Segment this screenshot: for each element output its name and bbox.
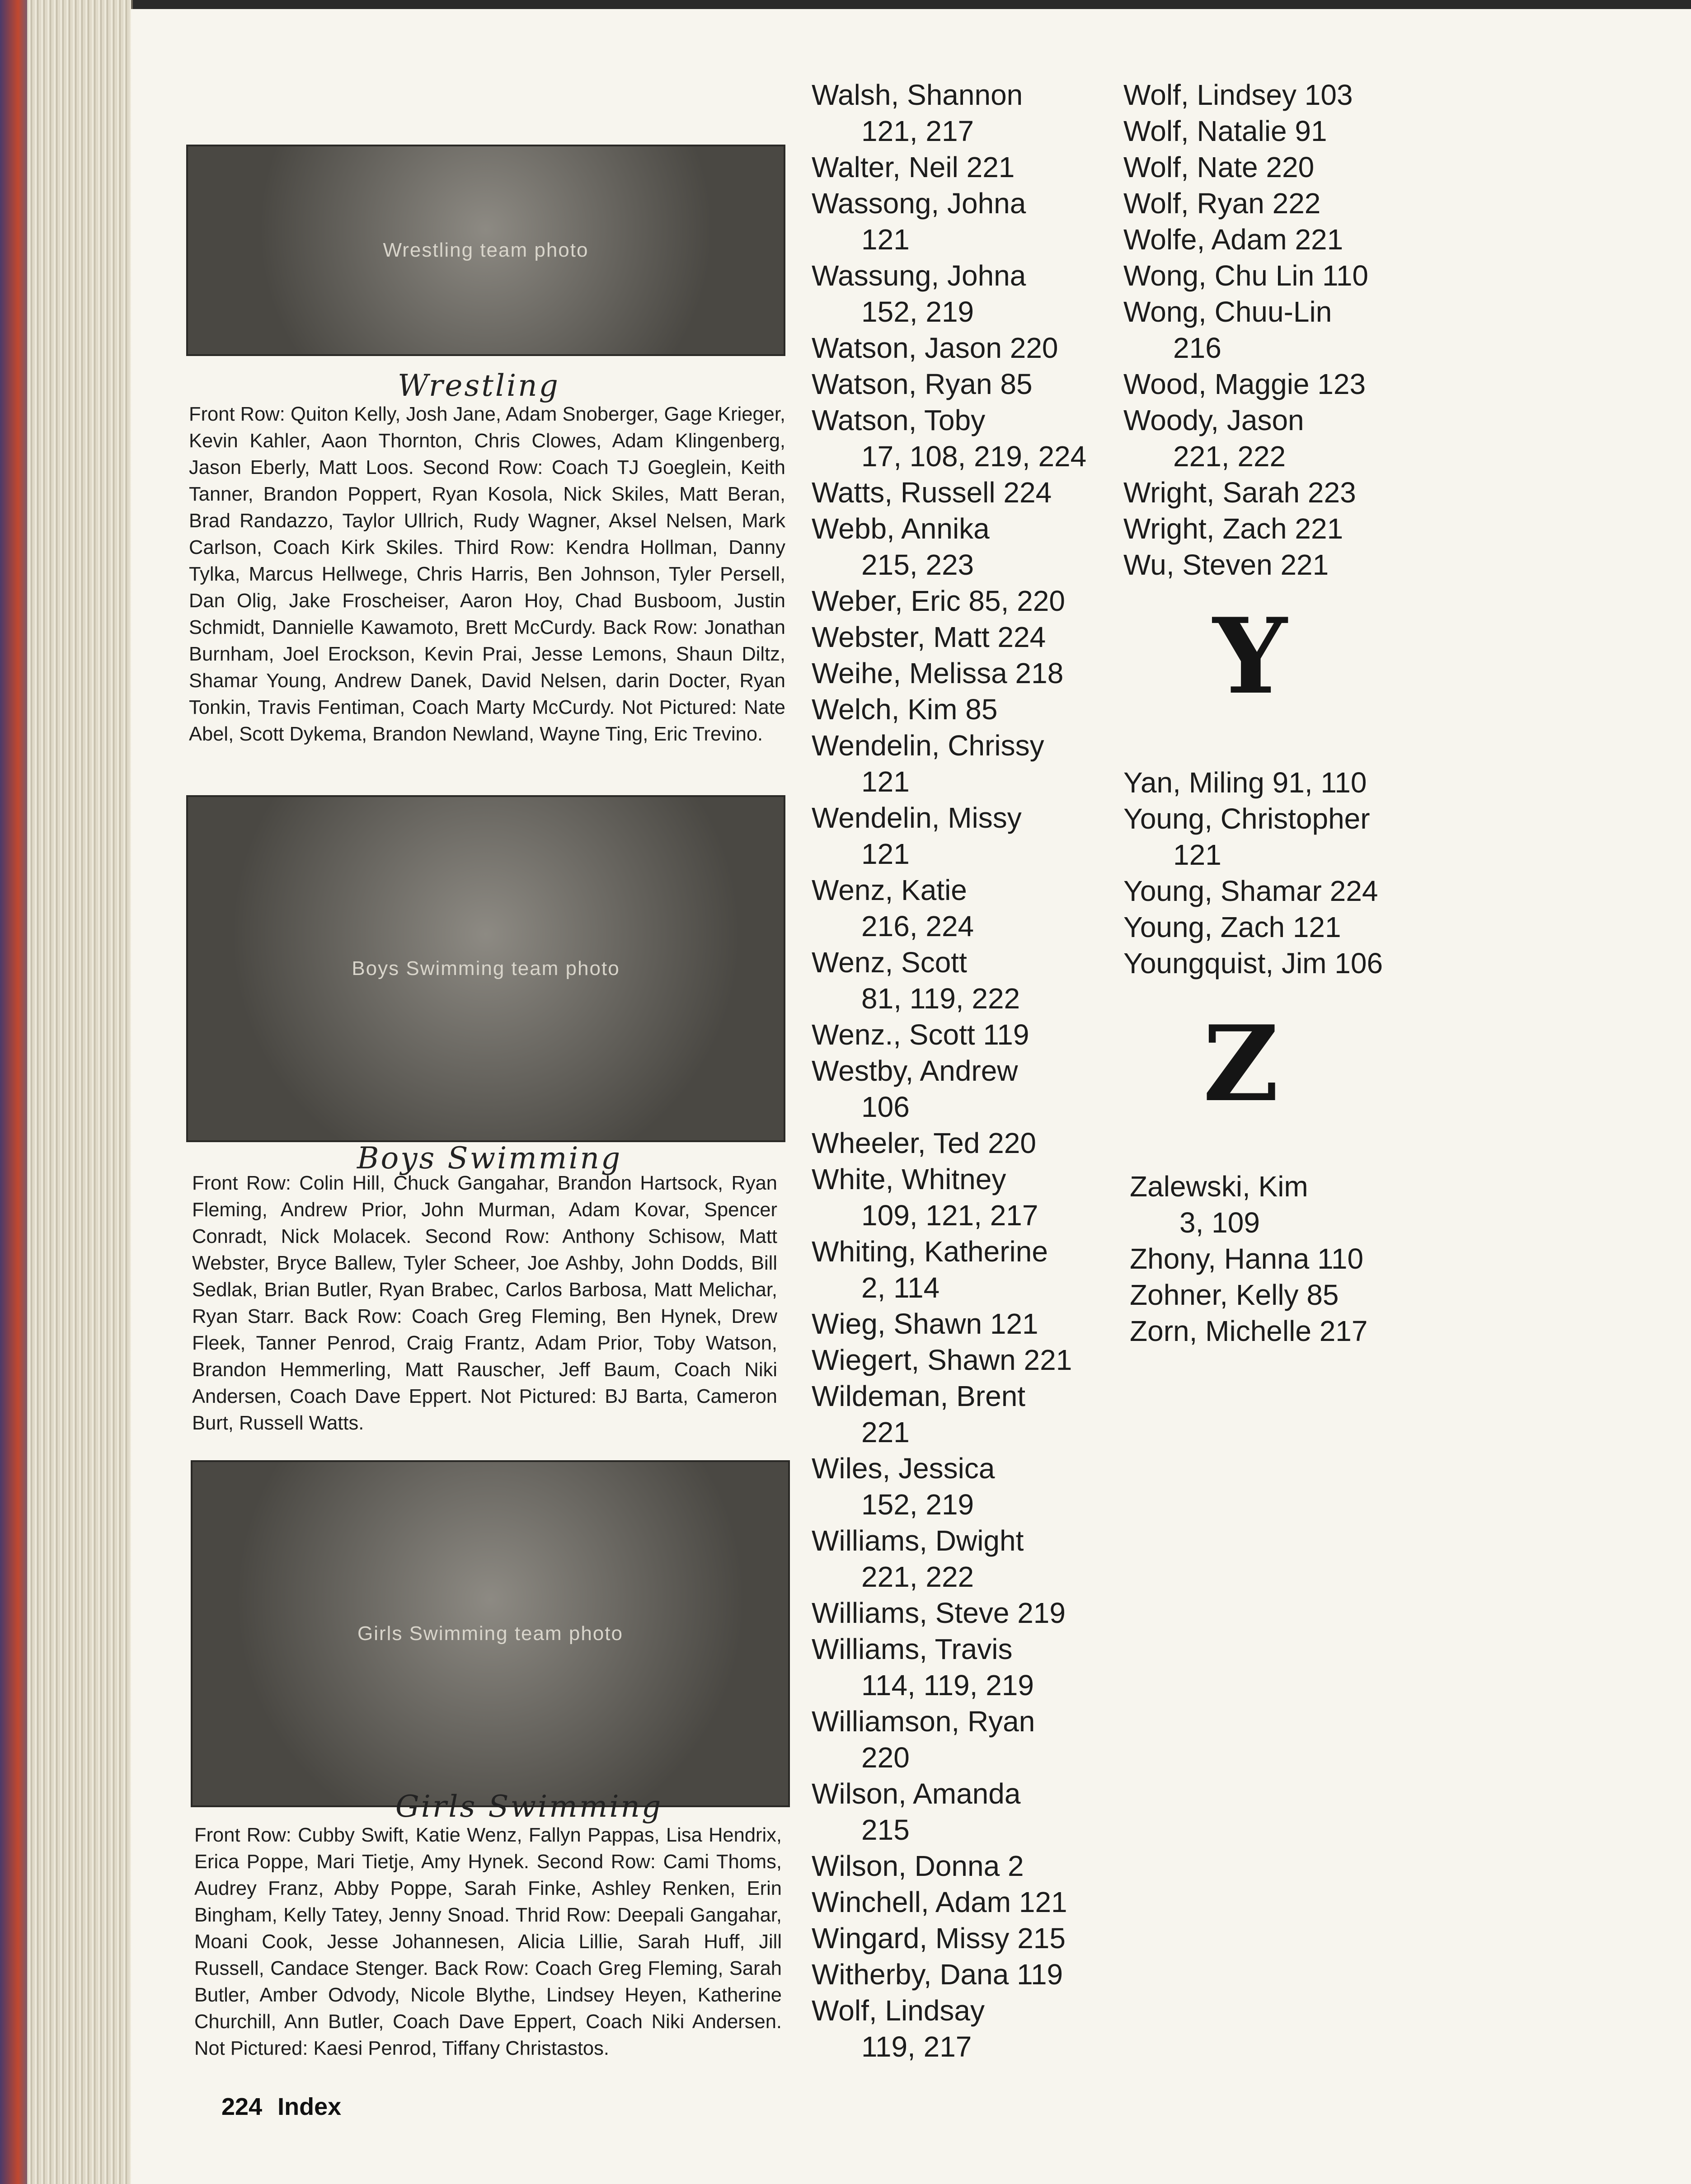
girls-swimming-team-photo (191, 1460, 790, 1807)
index-entry-name: Watson, Jason 220 (812, 332, 1058, 364)
index-entry-name: Wenz, Katie (812, 874, 967, 906)
index-entry-name: Westby, Andrew (812, 1055, 1018, 1087)
index-column-1 (812, 77, 1110, 2065)
index-entry-pages: 215, 223 (861, 548, 974, 581)
index-entry (812, 1233, 1110, 1306)
index-column-2-y (1123, 764, 1413, 981)
index-entry (812, 474, 1110, 511)
yearbook-page (131, 9, 1691, 2184)
index-entry-pages: 221 (861, 1416, 910, 1448)
index-entry (812, 77, 1110, 149)
index-entry-name: Yan, Miling 91, 110 (1123, 766, 1367, 799)
index-entry-pages: 152, 219 (861, 295, 974, 328)
index-entry-pages: 109, 121, 217 (861, 1199, 1038, 1232)
index-entry (812, 800, 1110, 872)
girls-swimming-heading: Girls Swimming (395, 1789, 663, 1824)
index-entry-name: Wilson, Amanda (812, 1777, 1021, 1810)
index-entry (1123, 77, 1413, 113)
wrestling-heading: Wrestling (398, 368, 560, 403)
index-entry (812, 185, 1110, 258)
index-entry (812, 330, 1110, 366)
index-entry-pages: 121 (861, 765, 910, 798)
index-entry (812, 944, 1110, 1017)
index-entry-name: Witherby, Dana 119 (812, 1958, 1063, 1991)
index-entry-name: Wolf, Lindsey 103 (1123, 79, 1353, 111)
index-entry (1123, 185, 1413, 221)
index-entry-pages: 121 (1173, 839, 1221, 871)
index-entry-name: Webb, Annika (812, 512, 990, 545)
index-entry-pages: 121 (861, 838, 910, 870)
index-entry (812, 1595, 1110, 1631)
index-entry (812, 402, 1110, 474)
index-entry (812, 1378, 1110, 1450)
index-entry-name: Wiles, Jessica (812, 1452, 995, 1485)
wrestling-caption: Front Row: Quiton Kelly, Josh Jane, Adam Snoberger, Gage Krieger, Kevin Kahler, Aaon Thornton, Chris Clowes, Adam Klingenberg, Jason Eberly, Matt Loos. Second Row: Coach TJ Goeglein, Keith Tanner, Brandon Poppert, Ryan Kosola, Nick Skiles, Matt Beran, Brad Randazzo, Taylor Ullrich, Rudy Wagner, Aksel Nelsen, Mark Carlson, Coach Kirk Skiles. Third Row: Kendra Hollman, Danny Tylka, Marcus Hellwege, Chris Harris, Ben Johnson, Tyler Persell, Dan Olig, Jake Froscheiser, Aaron Hoy, Chad Busboom, Justin Schmidt, Dannielle Kawamoto, Brett McCurdy. Back Row: Jonathan Burnham, Joel Erockson, Kevin Prai, Jesse Lemons, Shaun Diltz, Shamar Young, Andrew Danek, David Nelsen, darin Docter, Ryan Tonkin, Travis Fentiman, Coach Marty McCurdy. Not Pictured: Nate Abel, Scott Dykema, Brandon Newland, Wayne Ting, Eric Trevino. (189, 403, 785, 745)
index-entry (1123, 474, 1413, 511)
index-entry-pages: 106 (861, 1091, 910, 1123)
index-entry-name: Wolf, Natalie 91 (1123, 115, 1327, 147)
index-entry (812, 366, 1110, 402)
index-entry (1130, 1313, 1419, 1349)
index-entry-name: Zalewski, Kim (1130, 1170, 1308, 1203)
index-entry-name: Watts, Russell 224 (812, 476, 1052, 509)
index-entry (1123, 221, 1413, 258)
section-letter-z: Z (1203, 1003, 1279, 1125)
index-entry-name: Watson, Toby (812, 404, 986, 436)
index-entry-name: Walter, Neil 221 (812, 151, 1015, 183)
index-entry-name: Williamson, Ryan (812, 1705, 1035, 1738)
index-entry (812, 691, 1110, 727)
index-entry-name: Wiegert, Shawn 221 (812, 1344, 1072, 1376)
index-entry (1123, 945, 1413, 981)
index-entry (812, 1053, 1110, 1125)
index-entry-name: Zohner, Kelly 85 (1130, 1279, 1339, 1311)
index-entry-name: Wu, Steven 221 (1123, 548, 1329, 581)
index-entry-name: Youngquist, Jim 106 (1123, 947, 1383, 980)
index-entry-name: Woody, Jason (1123, 404, 1304, 436)
index-entry-pages: 216 (1173, 332, 1221, 364)
index-entry-pages: 215 (861, 1814, 910, 1846)
index-entry-name: Weber, Eric 85, 220 (812, 585, 1065, 617)
index-entry (1123, 801, 1413, 873)
index-entry-name: Wassung, Johna (812, 259, 1026, 292)
index-entry-pages: 17, 108, 219, 224 (861, 440, 1087, 473)
index-entry (812, 1631, 1110, 1703)
index-entry (812, 511, 1110, 583)
index-entry (1123, 294, 1413, 366)
index-entry (1123, 149, 1413, 185)
index-entry-name: Wenz., Scott 119 (812, 1018, 1029, 1051)
index-entry (1123, 258, 1413, 294)
index-entry-pages: 121, 217 (861, 115, 974, 147)
index-entry-name: Watson, Ryan 85 (812, 368, 1033, 400)
index-entry-name: Wieg, Shawn 121 (812, 1308, 1038, 1340)
index-entry (1123, 402, 1413, 474)
index-entry-name: Williams, Dwight (812, 1524, 1024, 1557)
index-entry (812, 1884, 1110, 1920)
index-entry-name: Whiting, Katherine (812, 1235, 1048, 1268)
index-entry-name: Wassong, Johna (812, 187, 1026, 220)
page-footer (221, 2093, 357, 2121)
boys-swimming-heading: Boys Swimming (357, 1141, 622, 1176)
index-entry-pages: 216, 224 (861, 910, 974, 942)
index-entry-name: Walsh, Shannon (812, 79, 1023, 111)
index-entry (1130, 1277, 1419, 1313)
index-entry-name: Wendelin, Chrissy (812, 729, 1044, 762)
girls-swimming-caption: Front Row: Cubby Swift, Katie Wenz, Fallyn Pappas, Lisa Hendrix, Erica Poppe, Mari Tietje, Amy Hynek. Second Row: Cami Thoms, Audrey Franz, Abby Poppe, Sarah Finke, Ashley Renken, Erin Bingham, Kelly Tatey, Jenny Snoad. Thrid Row: Deepali Gangahar, Moani Cook, Jesse Johannesen, Alicia Lillie, Sarah Huff, Jill Russell, Candace Stenger. Back Row: Coach Greg Fleming, Sarah Butler, Amber Odvody, Nicole Blythe, Lindsey Heyen, Katherine Churchill, Ann Butler, Coach Dave Eppert, Coach Niki Andersen. Not Pictured: Kaesi Penrod, Tiffany Christastos. (194, 1824, 782, 2059)
index-entry-name: Wilson, Donna 2 (812, 1850, 1024, 1882)
index-entry-name: Zhony, Hanna 110 (1130, 1242, 1364, 1275)
index-entry (812, 1992, 1110, 2065)
index-entry-name: Wong, Chuu-Lin (1123, 295, 1332, 328)
index-entry-name: Zorn, Michelle 217 (1130, 1315, 1368, 1347)
index-entry-name: Winchell, Adam 121 (812, 1886, 1067, 1918)
index-entry-name: Wood, Maggie 123 (1123, 368, 1366, 400)
index-entry (812, 258, 1110, 330)
index-entry (812, 1703, 1110, 1776)
photo-placeholder-label: Boys Swimming team photo (352, 957, 620, 980)
index-entry (812, 1523, 1110, 1595)
index-entry-name: Wendelin, Missy (812, 801, 1022, 834)
section-name: Index (277, 2093, 342, 2120)
photo-placeholder-label: Girls Swimming team photo (357, 1622, 623, 1645)
index-entry (812, 149, 1110, 185)
index-entry-name: Wheeler, Ted 220 (812, 1127, 1036, 1159)
wrestling-team-photo (186, 145, 785, 356)
page-number: 224 (221, 2093, 263, 2120)
index-entry-pages: 119, 217 (861, 2030, 972, 2063)
index-entry (812, 1125, 1110, 1161)
index-entry (1123, 547, 1413, 583)
index-entry-name: Williams, Steve 219 (812, 1597, 1066, 1629)
index-entry-pages: 3, 109 (1179, 1206, 1260, 1239)
index-entry-name: Welch, Kim 85 (812, 693, 998, 726)
index-column-2-w (1123, 77, 1413, 583)
index-entry-name: Young, Zach 121 (1123, 911, 1341, 943)
index-column-2-z (1130, 1168, 1419, 1349)
index-entry-pages: 2, 114 (861, 1271, 940, 1304)
boys-swimming-team-photo (186, 795, 785, 1142)
index-entry-name: Weihe, Melissa 218 (812, 657, 1064, 689)
index-entry (1130, 1168, 1419, 1241)
index-entry-name: Wolf, Nate 220 (1123, 151, 1315, 183)
index-entry-name: White, Whitney (812, 1163, 1006, 1195)
boys-swimming-caption: Front Row: Colin Hill, Chuck Gangahar, Brandon Hartsock, Ryan Fleming, Andrew Prior, John Murman, Adam Kovar, Spencer Conradt, Nick Molacek. Second Row: Anthony Schisow, Matt Webster, Bryce Ballew, Tyler Scheer, Joe Ashby, John Dodds, Bill Sedlak, Brian Butler, Ryan Brabec, Carlos Barbosa, Matt Melichar, Ryan Starr. Back Row: Coach Greg Fleming, Ben Hynek, Drew Fleek, Tanner Penrod, Craig Frantz, Adam Prior, Toby Watson, Brandon Hemmerling, Matt Rauscher, Jeff Baum, Coach Niki Andersen, Coach Dave Eppert. Not Pictured: BJ Barta, Cameron Burt, Russell Watts. (192, 1172, 777, 1434)
index-entry (1123, 873, 1413, 909)
index-entry (812, 1306, 1110, 1342)
index-entry (1123, 511, 1413, 547)
index-entry-name: Wolfe, Adam 221 (1123, 223, 1343, 256)
index-entry-pages: 121 (861, 223, 910, 256)
index-entry (1130, 1241, 1419, 1277)
index-entry (1123, 909, 1413, 945)
index-entry (1123, 113, 1413, 149)
index-entry-pages: 221, 222 (1173, 440, 1286, 473)
index-entry-name: Webster, Matt 224 (812, 621, 1046, 653)
index-entry-pages: 81, 119, 222 (861, 982, 1020, 1015)
photo-placeholder-label: Wrestling team photo (383, 239, 589, 261)
index-entry (812, 655, 1110, 691)
index-entry (1123, 764, 1413, 801)
index-entry-name: Wolf, Ryan 222 (1123, 187, 1321, 220)
index-entry (812, 1450, 1110, 1523)
index-entry (812, 1161, 1110, 1233)
index-entry (812, 1920, 1110, 1956)
index-entry-name: Wright, Zach 221 (1123, 512, 1343, 545)
index-entry (812, 583, 1110, 619)
index-entry (812, 1342, 1110, 1378)
index-entry-pages: 152, 219 (861, 1488, 974, 1521)
index-entry-name: Wenz, Scott (812, 946, 967, 979)
index-entry (812, 727, 1110, 800)
index-entry-pages: 114, 119, 219 (861, 1669, 1034, 1701)
index-entry (1123, 366, 1413, 402)
index-entry (812, 1776, 1110, 1848)
index-entry (812, 872, 1110, 944)
index-entry (812, 1017, 1110, 1053)
index-entry (812, 1956, 1110, 1992)
index-entry-name: Wolf, Lindsay (812, 1994, 985, 2027)
section-letter-y: Y (1213, 595, 1287, 717)
index-entry-name: Wingard, Missy 215 (812, 1922, 1066, 1954)
index-entry-name: Williams, Travis (812, 1633, 1013, 1665)
index-entry-name: Young, Christopher (1123, 802, 1370, 835)
index-entry-name: Young, Shamar 224 (1123, 875, 1378, 907)
index-entry-name: Wong, Chu Lin 110 (1123, 259, 1368, 292)
index-entry (812, 619, 1110, 655)
index-entry-name: Wright, Sarah 223 (1123, 476, 1356, 509)
index-entry-name: Wildeman, Brent (812, 1380, 1026, 1412)
book-spine-edge (27, 0, 133, 2184)
index-entry (812, 1848, 1110, 1884)
index-entry-pages: 220 (861, 1741, 910, 1774)
index-entry-pages: 221, 222 (861, 1561, 974, 1593)
